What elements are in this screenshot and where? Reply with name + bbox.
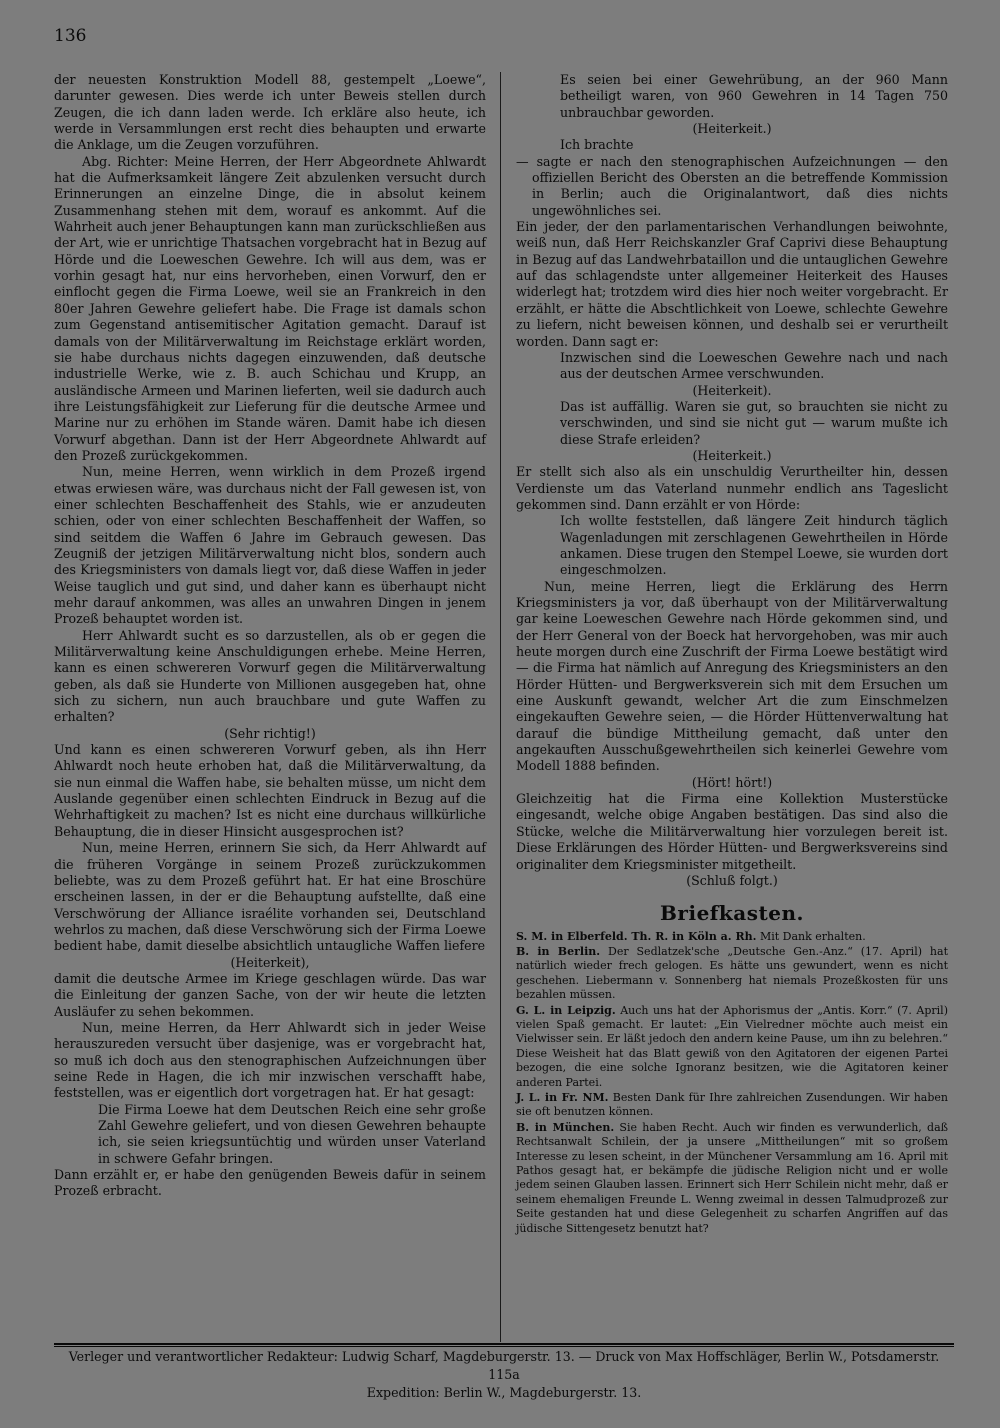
paragraph: (Hört! hört!) — [691, 774, 773, 790]
paragraph: (Heiterkeit), — [230, 954, 310, 970]
briefkasten-entry-recipient: B. in München. — [516, 1120, 615, 1134]
briefkasten-entry-text: Sie haben Recht. Auch wir finden es verwunderlich, daß Rechtsanwalt Schilein, der ja unsere „Mittheilungen“ mit so großem Interesse zu lesen scheint, in der Münchener Versammlung am 16. April mit Pathos gesagt hat, er bekämpfe die jüdische Religion nicht und er wolle jedem seinen Glauben lassen. Erinnert sich Herr Schilein nicht mehr, daß er seinem ehemaligen Freunde L. Wenng zweimal in dessen Talmudprozeß zur Seite gestanden hat und diese Gelegenheit zu scharfen Angriffen auf das jüdische Sittengesetz benutzt hat? — [516, 1120, 948, 1235]
paragraph: (Heiterkeit). — [692, 382, 772, 398]
briefkasten-entry-recipient: B. in Berlin. — [516, 944, 601, 958]
footer-publisher: Verleger und verantwortlicher Redakteur: Ludwig Scharf, Magdeburgerstr. 13. — Druck von Max Hoffschläger, Berlin W., Potsdamerstr. 115a — [68, 1349, 940, 1382]
page-number: 136 — [54, 26, 87, 46]
paragraph: Nun, meine Herren, liegt die Erklärung des Herrn Kriegsministers ja vor, daß überhaupt von der Militärverwaltung gar keine Loeweschen Gewehre nach Hörde gekommen sind, und der Herr General von der Boeck hat hervorgehoben, was mir auch heute morgen durch eine Zuschrift der Firma Loewe bestätigt wird — die Firma hat nämlich auf Anregung des Kriegsministers an den Hörder Hütten- und Bergwerksverein sich mit dem Ersuchen um eine Auskunft gewandt, welcher Art die zum Einschmelzen eingekauften Gewehre seien, — die Hörder Hüttenverwaltung hat darauf die bündige Mittheilung gemacht, daß unter den angekauften Ausschußgewehrtheilen sich keinerlei Gewehre vom Modell 1888 befinden. — [516, 578, 948, 774]
right-column — [516, 72, 948, 1237]
paragraph: Ein jeder, der den parlamentarischen Verhandlungen beiwohnte, weiß nun, daß Herr Reichskanzler Graf Caprivi diese Behauptung in Bezug auf das Landwehrbataillon und die untauglichen Gewehre auf das schlagendste unter allgemeiner Heiterkeit des Hauses widerlegt hat; trotzdem wird dies hier noch weiter vorgebracht. Er erzählt, er hätte die Abschtlichkeit von Loewe, schlechte Gewehre zu liefern, nicht beweisen können, und deshalb sei er verurtheilt worden. Dann sagt er: — [516, 219, 948, 349]
briefkasten-entry-text: Auch uns hat der Aphorismus der „Antis. Korr.“ (7. April) vielen Spaß gemacht. Er lautet: „Ein Vielredner möchte auch meist ein Vielwisser sein. Er läßt jedoch den andern keine Pause, um ihn zu belehren.“ Diese Weisheit hat das Blatt gewiß von den Agitatoren der eigenen Partei bezogen, die eine solche Ignoranz besitzen, wie die Agitatoren keiner anderen Partei. — [516, 1003, 948, 1089]
paragraph: Abg. Richter: Meine Herren, der Herr Abgeordnete Ahlwardt hat die Aufmerksamkeit längere Zeit abzulenken versucht durch Erinnerungen an einzelne Dinge, die in absolut keinem Zusammenhang stehen mit dem, worauf es ankommt. Auf die Wahrheit auch jener Behauptungen kann man zurückschließen aus der Art, wie er unrichtige Thatsachen vorgebracht hat in Bezug auf Hörde und die Loeweschen Gewehre. Ich will aus dem, was er vorhin gesagt hat, nur eins hervorheben, einen Vorwurf, den er einflocht gegen die Firma Loewe, weil sie an Frankreich in den 80er Jahren Gewehre geliefert habe. Die Frage ist damals schon zum Gegenstand antisemitischer Agitation gemacht. Darauf ist damals von der Militärverwaltung im Reichstage erklärt worden, sie habe durchaus nichts dagegen einzuwenden, daß deutsche industrielle Werke, wie z. B. auch Schichau und Krupp, an ausländische Armeen und Marinen lieferten, weil sie dadurch auch ihre Leistungsfähigkeit zur Lieferung für die deutsche Armee und Marine nur zu erhöhen im Stande wären. Damit habe ich diesen Vorwurf abgethan. Dann ist der Herr Abgeordnete Ahlwardt auf den Prozeß zurückgekommen. — [54, 153, 486, 463]
paragraph: Es seien bei einer Gewehrübung, an der 960 Mann betheiligt waren, von 960 Gewehren in 14 Tagen 750 unbrauchbar geworden. — [560, 72, 948, 120]
paragraph: Er stellt sich also als ein unschuldig Verurtheilter hin, dessen Verdienste um das Vaterland nunmehr endlich ans Tageslicht gekommen sind. Dann erzählt er von Hörde: — [516, 464, 948, 512]
briefkasten-entry — [516, 945, 948, 1003]
paragraph: Nun, meine Herren, da Herr Ahlwardt sich in jeder Weise herauszureden versucht über dasjenige, was er vorgebracht hat, so muß ich doch aus den stenographischen Aufzeichnungen über seine Rede in Hagen, die ich mir inzwischen verschafft habe, feststellen, was er eigentlich dort vorgetragen hat. Er hat gesagt: — [54, 1019, 486, 1101]
briefkasten-entry-text: Der Sedlatzek'sche „Deutsche Gen.-Anz.“ (17. April) hat natürlich wieder frech gelogen. Es hätte uns gewundert, wenn es nicht geschehen. Liebermann v. Sonnenberg hat niemals Prozeßkosten für uns bezahlen müssen. — [516, 944, 948, 1002]
paragraph: Nun, meine Herren, erinnern Sie sich, da Herr Ahlwardt auf die früheren Vorgänge in seinem Prozeß zurückzukommen beliebte, was zu dem Prozeß geführt hat. Er hat eine Broschüre erscheinen lassen, in der er die Behauptung aufstellte, daß eine Verschwörung der Alliance israélite vorhanden sei, Deutschland wehrlos zu machen, daß diese Verschwörung sich der Firma Loewe bedient habe, damit dieselbe absichtlich untaugliche Waffen liefere — [54, 840, 486, 954]
paragraph: Die Firma Loewe hat dem Deutschen Reich eine sehr große Zahl Gewehre geliefert, und von diesen Gewehren behaupte ich, sie seien kriegsuntüchtig und würden unser Vaterland in schwere Gefahr bringen. — [98, 1101, 486, 1166]
briefkasten-entry — [516, 1004, 948, 1090]
footer-expedition: Expedition: Berlin W., Magdeburgerstr. 13. — [366, 1385, 642, 1400]
paragraph: Und kann es einen schwereren Vorwurf geben, als ihn Herr Ahlwardt noch heute erhoben hat, daß die Militärverwaltung, da sie nun einmal die Waffen habe, sie behalten müsse, um nicht dem Auslande gegenüber einen schlechten Eindruck in Bezug auf die Wehrhaftigkeit zu machen? Ist es nicht eine durchaus willkürliche Behauptung, die in dieser Hinsicht ausgesprochen ist? — [54, 742, 486, 839]
paragraph: Nun, meine Herren, wenn wirklich in dem Prozeß irgend etwas erwiesen wäre, was durchaus nicht der Fall gewesen ist, von einer schlechten Beschaffenheit des Stahls, wie er anzudeuten schien, oder von einer schlechten Beschaffenheit der Waffen, so sind seitdem die Waffen 6 Jahre im Gebrauch gewesen. Das Zeugniß der jetzigen Militärverwaltung nicht blos, sondern auch des Kriegsministers von damals liegt vor, daß diese Waffen in jeder Weise tauglich und gut sind, und daher kann es überhaupt nicht mehr darauf ankommen, was alles an unwahren Dingen in jenem Prozeß behauptet worden ist. — [54, 464, 486, 627]
footer-rule-thin — [54, 1346, 954, 1347]
briefkasten-entry — [516, 1121, 948, 1236]
column-divider — [500, 72, 501, 1342]
briefkasten-entries — [516, 930, 948, 1237]
paragraph: Gleichzeitig hat die Firma eine Kollektion Musterstücke eingesandt, welche obige Angaben bestätigen. Das sind also die Stücke, welche die Militärverwaltung hier vorzulegen bereit ist. Diese Erklärungen des Hörder Hütten- und Bergwerksvereins sind originaliter dem Kriegsminister mitgetheilt. — [516, 791, 948, 872]
paragraph: (Heiterkeit.) — [692, 121, 772, 137]
briefkasten-entry — [516, 930, 948, 944]
paragraph: (Schluß folgt.) — [686, 872, 778, 888]
briefkasten-entry-text: Besten Dank für Ihre zahlreichen Zusendungen. Wir haben sie oft benutzen können. — [516, 1091, 949, 1119]
paragraph: Herr Ahlwardt sucht es so darzustellen, als ob er gegen die Militärverwaltung keine Anschuldigungen erhebe. Meine Herren, kann es einen schwereren Vorwurf gegen die Militärverwaltung geben, als daß sie Hunderte von Millionen ausgegeben hat, ohne sich zu sichern, nun auch brauchbare und gute Waffen zu erhalten? — [54, 627, 486, 725]
briefkasten-entry-recipient: S. M. in Elberfeld. Th. R. in Köln a. Rh. — [516, 929, 757, 943]
footer-rule — [54, 1343, 954, 1345]
briefkasten-title: Briefkasten. — [660, 901, 804, 926]
paragraph: damit die deutsche Armee im Kriege geschlagen würde. Das war die Einleitung der ganzen Sache, von der wir heute die letzten Ausläufer zu sehen bekommen. — [54, 970, 486, 1019]
briefkasten-entry-text: Mit Dank erhalten. — [759, 929, 866, 943]
briefkasten-entry-recipient: G. L. in Leipzig. — [516, 1003, 616, 1017]
paragraph: — sagte er nach den stenographischen Aufzeichnungen — den offiziellen Bericht des Obersten an die betreffende Kommission in Berlin; auch die Originalantwort, daß dies nichts ungewöhnliches sei. — [516, 153, 948, 218]
right-column-body — [516, 72, 948, 889]
paragraph: Dann erzählt er, er habe den genügenden Beweis dafür in seinem Prozeß erbracht. — [54, 1167, 486, 1199]
briefkasten-entry — [516, 1091, 948, 1120]
footer — [54, 1348, 954, 1402]
briefkasten-entry-recipient: J. L. in Fr. NM. — [516, 1091, 609, 1104]
paragraph: Inzwischen sind die Loeweschen Gewehre nach und nach aus der deutschen Armee verschwunden. — [560, 349, 948, 382]
paragraph: der neuesten Konstruktion Modell 88, gestempelt „Loewe“, darunter gewesen. Dies werde ich unter Beweis stellen durch Zeugen, die ich dann laden werde. Ich erkläre also heute, ich werde in Versammlungen erst recht dies behaupten und erwarte die Anklage, um die Zeugen vorzuführen. — [54, 72, 486, 153]
left-column — [54, 72, 486, 1200]
paragraph: (Sehr richtig!) — [224, 725, 316, 741]
paragraph: Ich brachte — [560, 137, 634, 153]
paragraph: (Heiterkeit.) — [692, 447, 772, 463]
paragraph: Das ist auffällig. Waren sie gut, so brauchten sie nicht zu verschwinden, und sind sie nicht gut — warum mußte ich diese Strafe erleiden? — [560, 398, 948, 447]
paragraph: Ich wollte feststellen, daß längere Zeit hindurch täglich Wagenladungen mit zerschlagenen Gewehrtheilen in Hörde ankamen. Diese trugen den Stempel Loewe, sie wurden dort eingeschmolzen. — [560, 513, 948, 578]
